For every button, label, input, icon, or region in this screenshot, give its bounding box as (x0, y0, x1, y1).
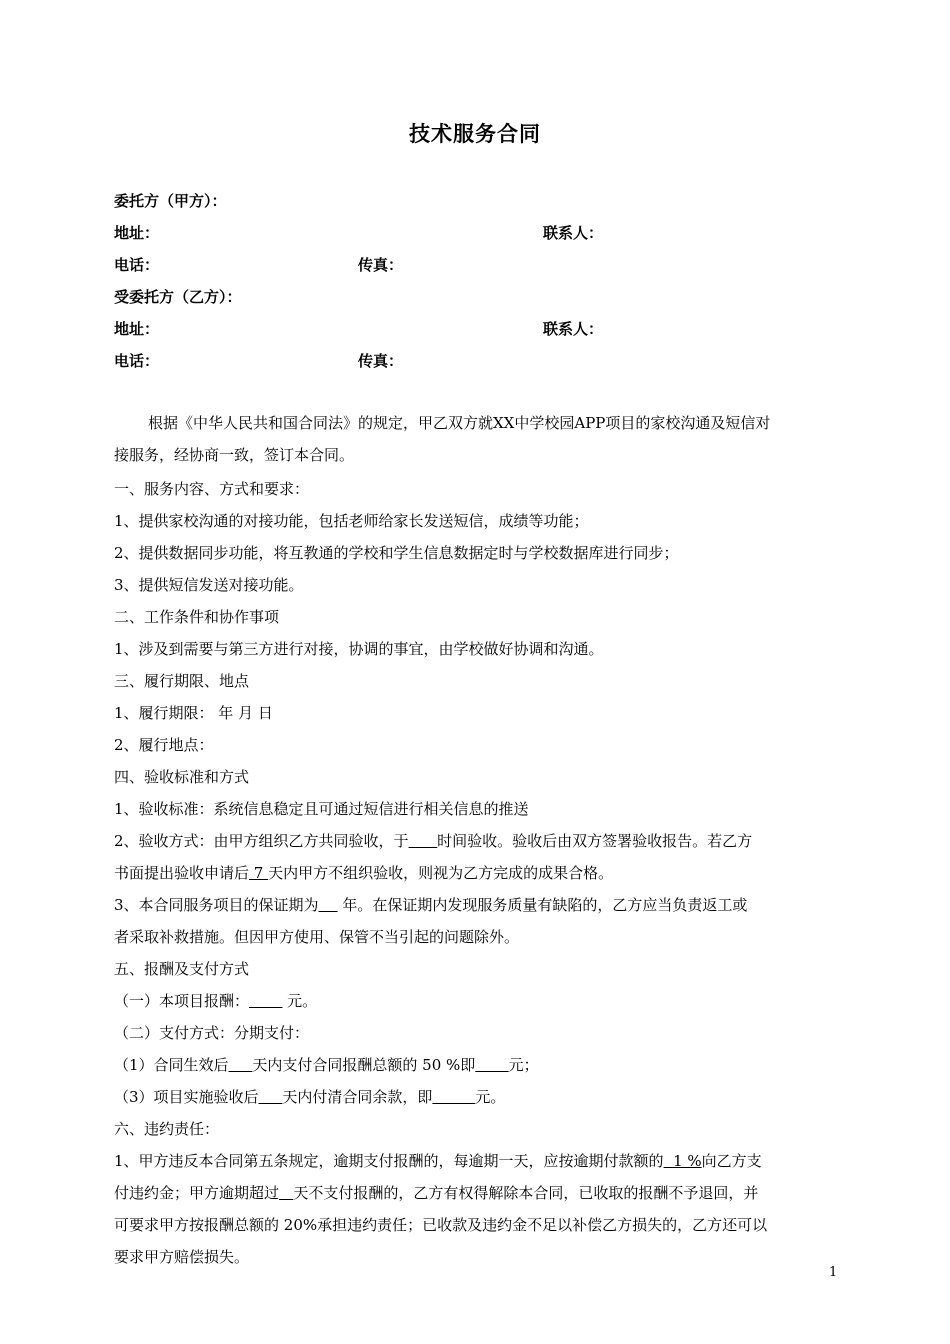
section-4-item-3-line-1 (114, 894, 747, 915)
section-1-item-1: 1、提供家校沟通的对接功能，包括老师给家长发送短信，成绩等功能； (114, 512, 589, 530)
section-6-title: 六、违约责任： (114, 1120, 220, 1138)
text: 时间验收。验收后由双方签署验收报告。若乙方 (437, 832, 753, 850)
section-5-item-4 (114, 1086, 505, 1107)
text: 3、本合同服务项目的保证期为 (114, 896, 319, 914)
party-b-fax-label: 传真： (358, 352, 404, 370)
section-5-title: 五、报酬及支付方式 (114, 960, 250, 978)
section-1-item-2: 2、提供数据同步功能，将互教通的学校和学生信息数据定时与学校数据库进行同步； (114, 544, 679, 562)
text: （一）本项目报酬： (114, 992, 250, 1010)
party-b-phone-label: 电话： (114, 352, 160, 370)
section-5-item-3 (114, 1054, 539, 1075)
party-b-address-label: 地址： (114, 320, 160, 338)
blank-amount (432, 1088, 475, 1106)
text: 天内支付合同报酬总额的 50 %即 (252, 1056, 476, 1074)
blank-days (229, 1056, 253, 1074)
section-5-item-2: （二）支付方式：分期支付： (114, 1024, 310, 1042)
party-a-phone-label: 电话： (114, 256, 160, 274)
section-6-item-1-line-1 (114, 1150, 762, 1171)
text: 向乙方支 (701, 1152, 762, 1170)
section-2-item-1: 1、涉及到需要与第三方进行对接，协调的事宜，由学校做好协调和沟通。 (114, 640, 604, 658)
text: 付违约金；甲方逾期超过 (114, 1184, 280, 1202)
text: 天内甲方不组织验收，则视为乙方完成的成果合格。 (268, 864, 614, 882)
text: 年。在保证期内发现服务质量有缺陷的，乙方应当负责返工或 (337, 896, 748, 914)
blank-amount (475, 1056, 508, 1074)
text: 天内付清合同余款，即 (282, 1088, 433, 1106)
blank-penalty-rate: 1 % (663, 1152, 702, 1170)
party-a-label: 委托方（甲方）： (114, 192, 227, 210)
section-4-item-1: 1、验收标准：系统信息稳定且可通过短信进行相关信息的推送 (114, 800, 529, 818)
section-6-item-1-line-3: 可要求甲方按报酬总额的 20%承担违约责任；已收款及违约金不足以补偿乙方损失的，乙方还可以 (114, 1216, 768, 1234)
party-a-contact-label: 联系人： (543, 224, 604, 242)
blank-fee (249, 992, 282, 1010)
text: 1、甲方违反本合同第五条规定，逾期支付报酬的，每逾期一天，应按逾期付款额的 (114, 1152, 664, 1170)
text: 天不支付报酬的，乙方有权得解除本合同，已收取的报酬不予退回，并 (293, 1184, 759, 1202)
section-3-title: 三、履行期限、地点 (114, 672, 250, 690)
document-title: 技术服务合同 (409, 121, 541, 146)
text: （3）项目实施验收后 (114, 1088, 259, 1106)
blank-days (259, 1088, 283, 1106)
page-number: 1 (829, 1265, 838, 1280)
party-a-address-label: 地址： (114, 224, 160, 242)
party-b-label: 受委托方（乙方）： (114, 288, 242, 306)
section-2-title: 二、工作条件和协作事项 (114, 608, 280, 626)
text: 元。 (475, 1088, 506, 1106)
section-3-item-1: 1、履行期限： 年 月 日 (114, 704, 273, 722)
text: 2、验收方式：由甲方组织乙方共同验收，于 (114, 832, 409, 850)
party-a-fax-label: 传真： (358, 256, 404, 274)
section-6-item-1-line-2 (114, 1182, 758, 1203)
party-b-contact-label: 联系人： (543, 320, 604, 338)
intro-line-1: 根据《中华人民共和国合同法》的规定，甲乙双方就XX中学校园APP项目的家校沟通及短信对 (148, 414, 771, 432)
section-4-item-2-line-2 (114, 862, 613, 883)
section-5-item-1 (114, 990, 317, 1011)
section-3-item-2: 2、履行地点： (114, 736, 214, 754)
section-4-item-2-line-1 (114, 830, 752, 851)
section-1-item-3: 3、提供短信发送对接功能。 (114, 576, 304, 594)
section-4-item-3-line-2: 者采取补救措施。但因甲方使用、保管不当引起的问题除外。 (114, 928, 520, 946)
text: 元； (508, 1056, 539, 1074)
blank-warranty-years (319, 896, 338, 914)
blank-days (279, 1184, 293, 1202)
intro-line-2: 接服务，经协商一致，签订本合同。 (114, 446, 355, 464)
text: （1）合同生效后 (114, 1056, 229, 1074)
blank-days: 7 (249, 864, 269, 882)
blank-acceptance-time (409, 832, 438, 850)
section-6-item-1-line-4: 要求甲方赔偿损失。 (114, 1248, 250, 1266)
section-1-title: 一、服务内容、方式和要求： (114, 480, 310, 498)
text: 书面提出验收申请后 (114, 864, 250, 882)
section-4-title: 四、验收标准和方式 (114, 768, 250, 786)
text: 元。 (282, 992, 318, 1010)
